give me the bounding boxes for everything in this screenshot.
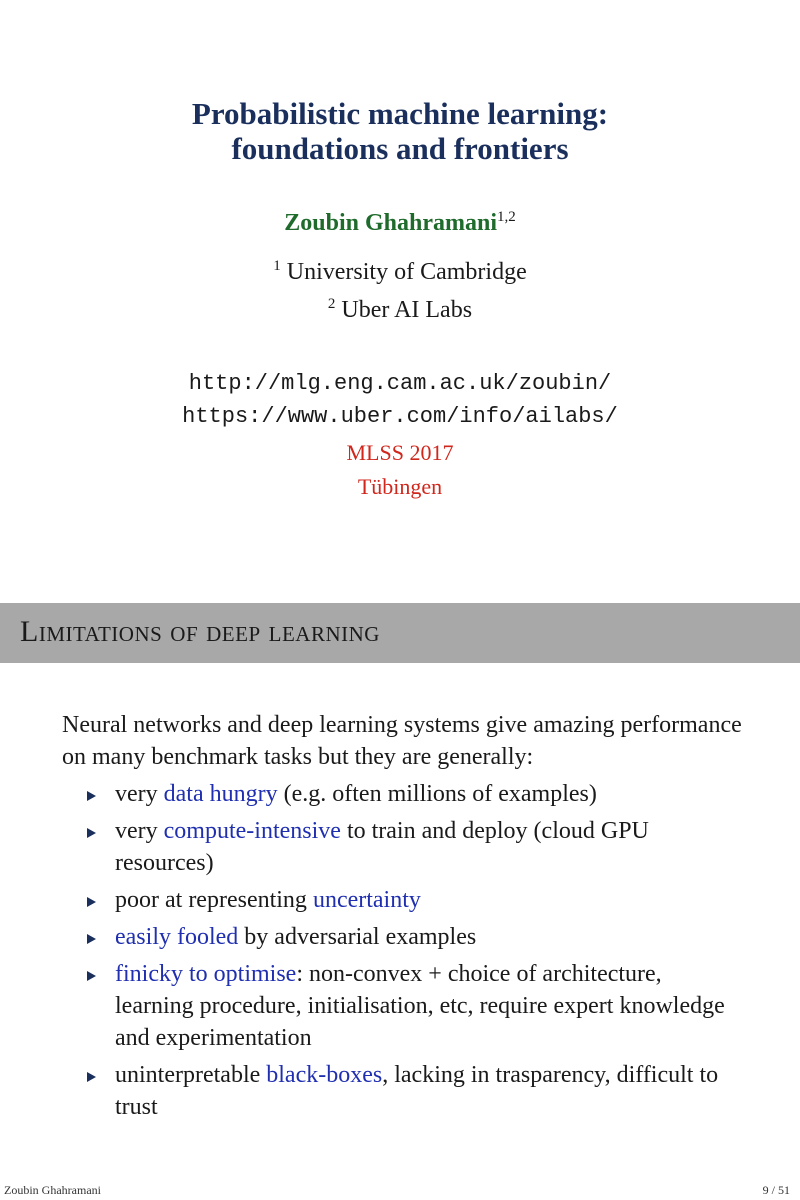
triangle-bullet-icon xyxy=(87,897,96,907)
bullet-text: poor at representing xyxy=(115,887,313,913)
triangle-bullet-icon xyxy=(87,934,96,944)
triangle-bullet-icon xyxy=(87,1072,96,1082)
bullet-text: uninterpretable xyxy=(115,1062,267,1088)
bullet-text: by adversarial examples xyxy=(238,924,477,950)
bullet-text: , lacking in trasparency, difficult to trust xyxy=(115,1062,719,1120)
affiliation-2 xyxy=(0,297,800,324)
footer-author: Zoubin Ghahramani xyxy=(4,1183,101,1197)
triangle-bullet-icon xyxy=(87,971,96,981)
bullet-item xyxy=(0,1059,735,1123)
bullet-highlight: finicky to optimise xyxy=(115,961,297,987)
bullet-highlight: black-boxes xyxy=(266,1062,383,1088)
bullet-item xyxy=(0,921,735,953)
event-name: MLSS 2017 xyxy=(346,440,454,465)
section-header-bar xyxy=(0,603,800,663)
intro-paragraph: Neural networks and deep learning systems give amazing performance on many benchmark tasks but they are generally: xyxy=(62,712,742,770)
bullet-highlight: data hungry xyxy=(163,781,278,807)
bullet-text: to train and deploy (cloud GPU resources) xyxy=(115,818,649,876)
slide-title-line2: foundations and frontiers xyxy=(231,131,569,166)
bullet-highlight: easily fooled xyxy=(115,924,239,950)
bullet-highlight: uncertainty xyxy=(312,887,421,913)
affiliation-2-name: Uber AI Labs xyxy=(341,297,473,323)
event-location: Tübingen xyxy=(357,474,443,499)
slide-title xyxy=(0,96,800,166)
footer-page-number: 9 / 51 xyxy=(762,1183,790,1197)
bullet-item xyxy=(0,778,735,810)
author-superscript: 1,2 xyxy=(497,209,516,225)
slide-title-line1: Probabilistic machine learning: xyxy=(191,96,609,131)
bullet-item xyxy=(0,958,735,1054)
bullet-text: very xyxy=(115,781,164,807)
url-cambridge[interactable]: http://mlg.eng.cam.ac.uk/zoubin/ xyxy=(188,371,612,396)
bullet-text: very xyxy=(115,818,164,844)
affiliation-1-sup: 1 xyxy=(273,258,281,274)
bullet-item xyxy=(0,815,735,879)
url-uber[interactable]: https://www.uber.com/info/ailabs/ xyxy=(182,404,618,429)
bullet-text: : non-convex + choice of architecture, learning procedure, initialisation, etc, require expert knowledge and experimentation xyxy=(115,961,725,1051)
bullet-item xyxy=(0,884,735,916)
affiliation-2-sup: 2 xyxy=(327,296,336,312)
section-heading: Limitations of deep learning xyxy=(20,615,380,648)
bullet-highlight: compute-intensive xyxy=(163,818,341,844)
bullet-list xyxy=(0,778,800,1128)
bullet-text: (e.g. often millions of examples) xyxy=(277,781,597,807)
triangle-bullet-icon xyxy=(87,828,96,838)
triangle-bullet-icon xyxy=(87,791,96,801)
author xyxy=(0,210,800,237)
author-name: Zoubin Ghahramani xyxy=(284,210,497,236)
affiliation-1-name: University of Cambridge xyxy=(286,259,527,285)
affiliation-1 xyxy=(0,259,800,286)
